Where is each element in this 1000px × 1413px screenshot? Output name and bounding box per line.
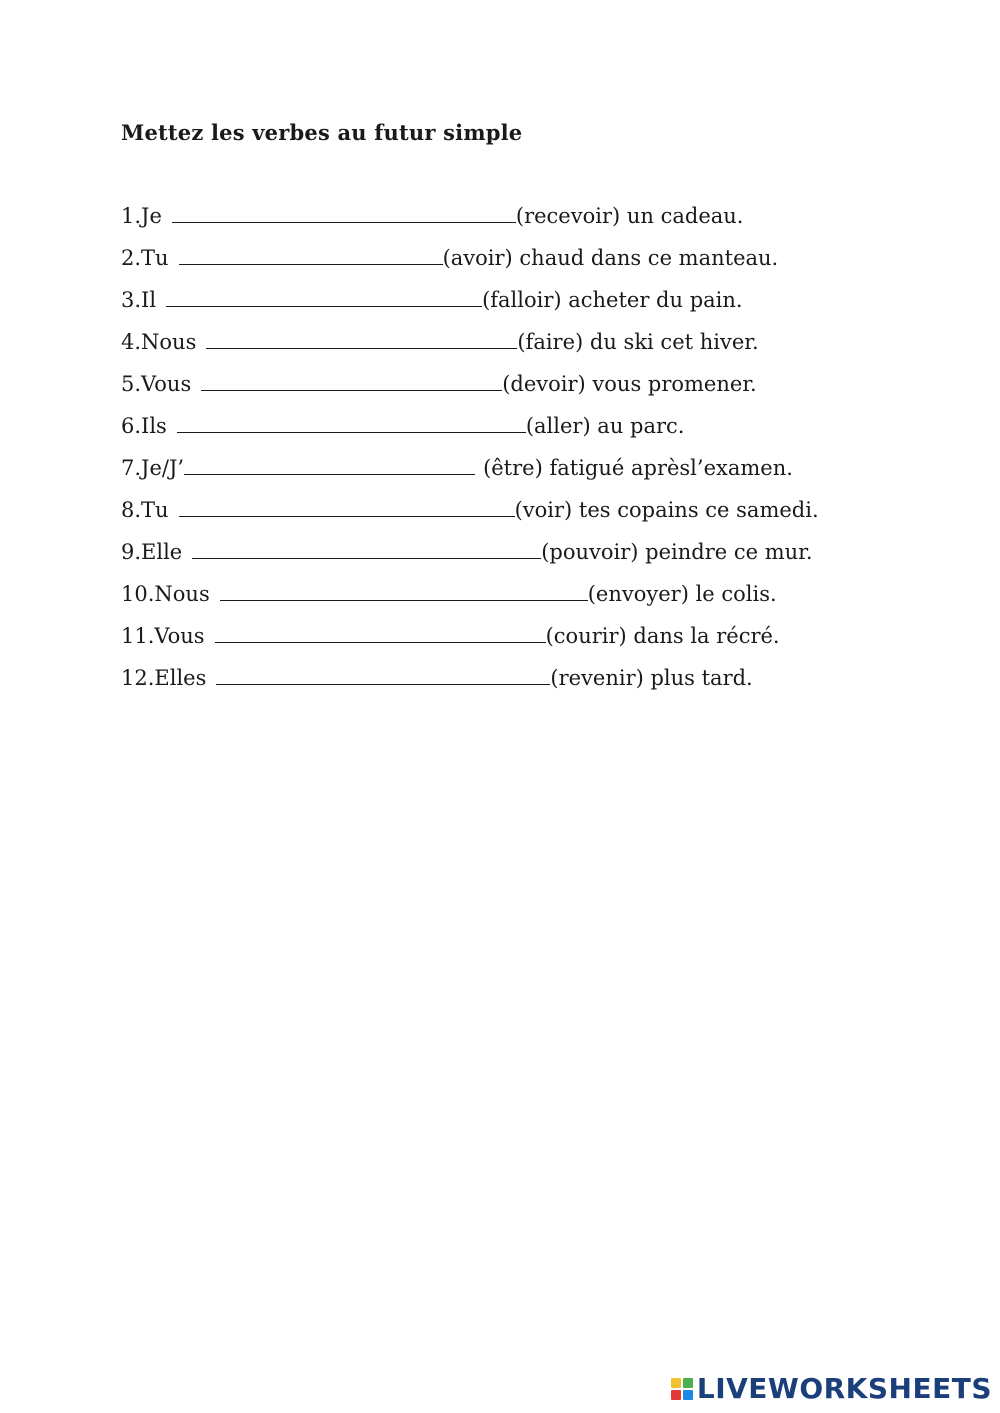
answer-blank[interactable] <box>201 376 502 391</box>
answer-blank[interactable] <box>172 208 516 223</box>
answer-blank[interactable] <box>177 418 526 433</box>
exercise-item <box>121 288 819 330</box>
exercise-item <box>121 456 819 498</box>
exercise-item <box>121 582 819 624</box>
subject-label: 10.Nous <box>121 582 210 606</box>
exercise-item <box>121 624 819 666</box>
exercise-item <box>121 372 819 414</box>
subject-label: 11.Vous <box>121 624 205 648</box>
exercise-item <box>121 414 819 456</box>
verb-hint: (devoir) vous promener. <box>502 372 757 396</box>
subject-label: 8.Tu <box>121 498 169 522</box>
exercise-item <box>121 204 819 246</box>
answer-blank[interactable] <box>184 460 475 475</box>
exercise-item <box>121 666 819 708</box>
verb-hint: (pouvoir) peindre ce mur. <box>541 540 813 564</box>
answer-blank[interactable] <box>192 544 541 559</box>
exercise-item <box>121 330 819 372</box>
subject-label: 3.Il <box>121 288 157 312</box>
verb-hint: (être) fatigué aprèsl’examen. <box>483 456 793 480</box>
exercise-item <box>121 246 819 288</box>
verb-hint: (faire) du ski cet hiver. <box>517 330 759 354</box>
verb-hint: (courir) dans la récré. <box>545 624 780 648</box>
verb-hint: (falloir) acheter du pain. <box>482 288 743 312</box>
subject-label: 6.Ils <box>121 414 167 438</box>
liveworksheets-logo <box>671 1372 992 1405</box>
answer-blank[interactable] <box>220 586 588 601</box>
logo-square <box>671 1378 681 1388</box>
exercise-item <box>121 540 819 582</box>
verb-hint: (aller) au parc. <box>525 414 685 438</box>
subject-label: 9.Elle <box>121 540 183 564</box>
answer-blank[interactable] <box>179 250 443 265</box>
worksheet-title: Mettez les verbes au futur simple <box>121 120 523 145</box>
answer-blank[interactable] <box>216 670 550 685</box>
logo-square <box>683 1378 693 1388</box>
verb-hint: (voir) tes copains ce samedi. <box>514 498 819 522</box>
logo-text: LIVEWORKSHEETS <box>696 1372 992 1405</box>
verb-hint: (envoyer) le colis. <box>587 582 777 606</box>
verb-hint: (recevoir) un cadeau. <box>515 204 744 228</box>
answer-blank[interactable] <box>215 628 546 643</box>
logo-square <box>683 1390 693 1400</box>
subject-label: 4.Nous <box>121 330 197 354</box>
verb-hint: (avoir) chaud dans ce manteau. <box>442 246 779 270</box>
exercise-item <box>121 498 819 540</box>
subject-label: 2.Tu <box>121 246 169 270</box>
liveworksheets-logo-icon <box>671 1378 693 1400</box>
subject-label: 5.Vous <box>121 372 192 396</box>
answer-blank[interactable] <box>166 292 482 307</box>
verb-hint: (revenir) plus tard. <box>550 666 753 690</box>
subject-label: 7.Je/J’ <box>121 456 185 480</box>
logo-square <box>671 1390 681 1400</box>
exercise-list <box>121 204 819 708</box>
answer-blank[interactable] <box>179 502 515 517</box>
subject-label: 12.Elles <box>121 666 207 690</box>
answer-blank[interactable] <box>206 334 517 349</box>
subject-label: 1.Je <box>121 204 162 228</box>
